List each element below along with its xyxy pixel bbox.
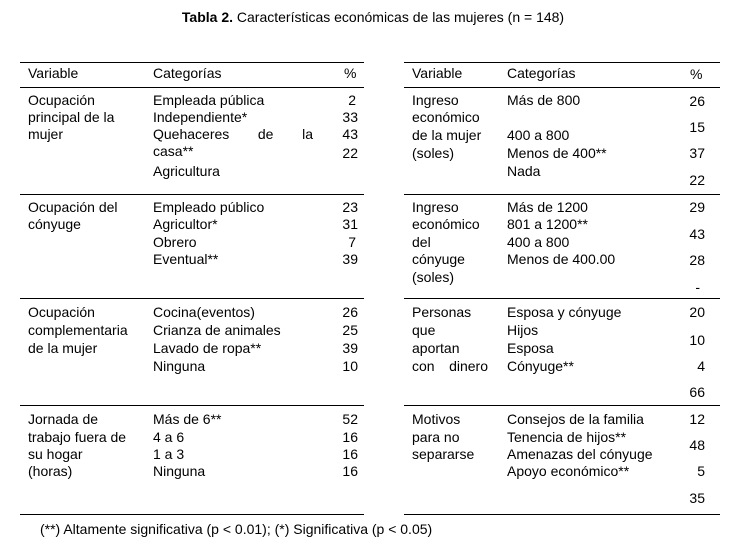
left-group-rule	[20, 298, 364, 299]
category-cell: casa**	[153, 143, 194, 159]
percent-cell: 10	[689, 332, 705, 348]
category-cell: Lavado de ropa**	[153, 340, 262, 356]
category-cell: 400 a 800	[507, 234, 570, 250]
variable-cell: de la mujer	[412, 127, 482, 143]
percent-cell: 7	[348, 234, 356, 250]
variable-cell: su hogar	[28, 446, 83, 462]
category-cell: Más de 6**	[153, 411, 222, 427]
category-cell: Quehaceres de la	[153, 126, 313, 142]
variable-cell: económico	[412, 216, 480, 232]
category-cell: Crianza de animales	[153, 322, 281, 338]
variable-cell: complementaria	[28, 322, 128, 338]
category-cell: Eventual**	[153, 251, 219, 267]
variable-cell: Ingreso	[412, 92, 459, 108]
percent-cell: 25	[342, 322, 358, 338]
category-cell: Apoyo económico**	[507, 463, 630, 479]
category-cell: Más de 1200	[507, 199, 588, 215]
variable-cell: Jornada de	[28, 411, 99, 427]
category-cell: Nada	[507, 163, 541, 179]
category-cell: Amenazas del cónyuge	[507, 446, 653, 462]
percent-cell: 16	[342, 463, 358, 479]
category-cell: 400 a 800	[507, 127, 570, 143]
category-cell: Esposa y cónyuge	[507, 304, 622, 320]
category-cell: Menos de 400**	[507, 145, 607, 161]
table-title	[0, 9, 746, 25]
category-cell: Cocina(eventos)	[153, 304, 255, 320]
percent-cell: 39	[342, 340, 358, 356]
percent-cell: 10	[342, 358, 358, 374]
percent-cell: 33	[342, 109, 358, 125]
variable-cell: Ocupación	[28, 92, 95, 108]
variable-cell: que	[412, 322, 436, 338]
category-cell: 1 a 3	[153, 446, 185, 462]
percent-cell: 29	[689, 199, 705, 215]
left-header-rule	[20, 87, 364, 88]
percent-cell: 12	[689, 411, 705, 427]
right-header-variable: Variable	[412, 65, 463, 81]
category-cell: Empleada pública	[153, 92, 265, 108]
category-cell-justified	[153, 126, 313, 143]
category-cell: Agricultura	[153, 163, 220, 179]
right-top-rule	[404, 62, 720, 63]
category-cell: Tenencia de hijos**	[507, 429, 627, 445]
percent-cell: 20	[689, 304, 705, 320]
percent-cell: 66	[689, 384, 705, 400]
percent-cell: 52	[342, 411, 358, 427]
variable-cell: económico	[412, 109, 480, 125]
category-cell: Ninguna	[153, 463, 206, 479]
percent-cell: 26	[689, 93, 705, 109]
variable-cell: Personas	[412, 304, 472, 320]
table-label: Tabla 2.	[181, 9, 233, 25]
right-header-categories: Categorías	[507, 65, 576, 81]
variable-cell: Ingreso	[412, 199, 459, 215]
percent-cell: -	[695, 279, 700, 295]
variable-cell: cónyuge	[412, 251, 465, 267]
variable-cell: cónyuge	[28, 216, 81, 232]
right-header-percent: %	[690, 66, 703, 82]
variable-cell: mujer	[28, 126, 64, 142]
percent-cell: 16	[342, 446, 358, 462]
percent-cell: 37	[689, 145, 705, 161]
table-title-text: Características económicas de las mujeres (n = 148)	[236, 9, 565, 25]
percent-cell: 4	[697, 358, 705, 374]
variable-cell: aportan	[412, 340, 460, 356]
variable-cell: Ocupación	[28, 304, 95, 320]
category-cell: 801 a 1200**	[507, 216, 588, 232]
variable-cell: trabajo fuera de	[28, 429, 127, 445]
right-header-rule	[404, 87, 720, 88]
percent-cell: 43	[689, 226, 705, 242]
right-group-rule	[404, 298, 720, 299]
category-cell: 4 a 6	[153, 429, 185, 445]
variable-cell: (soles)	[412, 145, 455, 161]
percent-cell: 43	[342, 126, 358, 142]
variable-cell: con dinero	[412, 358, 488, 374]
variable-cell: principal de la	[28, 109, 115, 125]
percent-cell: 35	[689, 490, 705, 506]
category-cell: Cónyuge**	[507, 358, 574, 374]
left-group-rule	[20, 405, 364, 406]
table-footnote: (**) Altamente significativa (p < 0.01); (*) Significativa (p < 0.05)	[40, 521, 433, 537]
category-cell: Ninguna	[153, 358, 206, 374]
category-cell: Menos de 400.00	[507, 251, 616, 267]
left-header-categories: Categorías	[153, 65, 222, 81]
percent-cell: 48	[689, 437, 705, 453]
percent-cell: 31	[342, 216, 358, 232]
percent-cell: 22	[342, 145, 358, 161]
percent-cell: 5	[697, 463, 705, 479]
category-cell: Independiente*	[153, 109, 248, 125]
variable-cell-justified	[412, 358, 488, 375]
variable-cell: de la mujer	[28, 340, 98, 356]
percent-cell: 22	[689, 172, 705, 188]
category-cell: Más de 800	[507, 92, 581, 108]
left-top-rule	[20, 62, 364, 63]
variable-cell: (soles)	[412, 269, 455, 285]
left-header-percent: %	[344, 65, 357, 81]
category-cell: Esposa	[507, 340, 554, 356]
left-header-variable: Variable	[28, 65, 79, 81]
left-bottom-rule	[20, 514, 364, 515]
category-cell: Obrero	[153, 234, 197, 250]
percent-cell: 15	[689, 119, 705, 135]
variable-cell: del	[412, 234, 431, 250]
percent-cell: 23	[342, 199, 358, 215]
right-group-rule	[404, 194, 720, 195]
category-cell: Hijos	[507, 322, 539, 338]
variable-cell: Motivos	[412, 411, 461, 427]
category-cell: Empleado público	[153, 199, 265, 215]
left-group-rule	[20, 194, 364, 195]
category-cell: Agricultor*	[153, 216, 218, 232]
right-bottom-rule	[404, 514, 720, 515]
percent-cell: 16	[342, 429, 358, 445]
percent-cell: 28	[689, 252, 705, 268]
variable-cell: para no	[412, 429, 460, 445]
right-group-rule	[404, 405, 720, 406]
variable-cell: (horas)	[28, 463, 73, 479]
percent-cell: 26	[342, 304, 358, 320]
variable-cell: separarse	[412, 446, 475, 462]
variable-cell: Ocupación del	[28, 199, 118, 215]
percent-cell: 2	[348, 92, 356, 108]
percent-cell: 39	[342, 251, 358, 267]
category-cell: Consejos de la familia	[507, 411, 644, 427]
